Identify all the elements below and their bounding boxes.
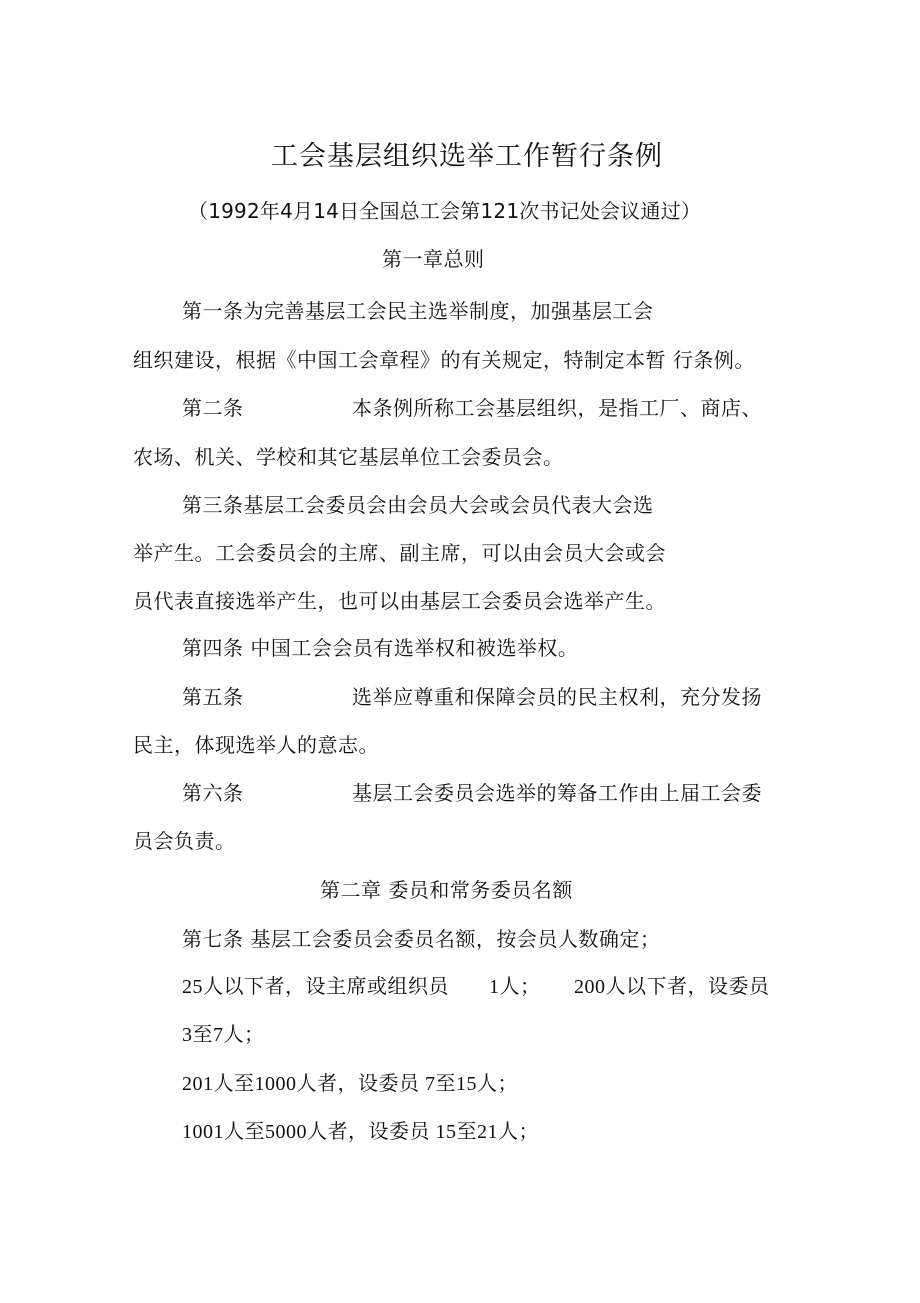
article-6-line-2: 员会负责。 xyxy=(133,829,236,853)
document-title: 工会基层组织选举工作暂行条例 xyxy=(271,141,663,172)
quota-line-1-part-2: 1人； xyxy=(489,976,541,998)
article-2-line-2: 农场、机关、学校和其它基层单位工会委员会。 xyxy=(133,445,564,469)
article-5-label: 第五条 xyxy=(182,685,244,709)
article-2-label: 第二条 xyxy=(182,396,244,420)
article-3-line-3: 员代表直接选举产生，也可以由基层工会委员会选举产生。 xyxy=(133,589,666,613)
article-5-line-2: 民主，体现选举人的意志。 xyxy=(133,733,379,757)
article-6-line-1: 基层工会委员会选举的筹备工作由上届工会委 xyxy=(352,781,762,805)
article-4-line-1: 第四条 中国工会会员有选举权和被选举权。 xyxy=(182,636,579,660)
article-2-line-1: 本条例所称工会基层组织，是指工厂、商店、 xyxy=(352,396,762,420)
quota-line-2: 201人至1000人者，设委员 7至15人； xyxy=(182,1073,518,1095)
article-6-label: 第六条 xyxy=(182,781,244,805)
article-7-line-1: 第七条 基层工会委员会委员名额，按会员人数确定； xyxy=(182,927,661,951)
chapter-2-heading: 第二章 委员和常务委员名额 xyxy=(320,878,573,902)
article-1-line-1: 第一条为完善基层工会民主选举制度，加强基层工会 xyxy=(182,299,654,323)
document-subtitle: （1992年4月14日全国总工会第121次书记处会议通过） xyxy=(188,199,702,223)
chapter-1-heading: 第一章总则 xyxy=(382,247,485,271)
quota-line-1-part-1: 25人以下者，设主席或组织员 xyxy=(182,976,449,998)
quota-line-1-continuation: 3至7人； xyxy=(182,1024,265,1046)
article-5-line-1: 选举应尊重和保障会员的民主权利，充分发扬 xyxy=(352,685,762,709)
article-1-line-2: 组织建设，根据《中国工会章程》的有关规定，特制定本暂 行条例。 xyxy=(133,348,755,372)
quota-line-1-part-3: 200人以下者，设委员 xyxy=(574,976,770,998)
article-3-line-1: 第三条基层工会委员会由会员大会或会员代表大会选 xyxy=(182,493,654,517)
article-3-line-2: 举产生。工会委员会的主席、副主席，可以由会员大会或会 xyxy=(133,541,666,565)
quota-line-3: 1001人至5000人者，设委员 15至21人； xyxy=(182,1121,539,1143)
